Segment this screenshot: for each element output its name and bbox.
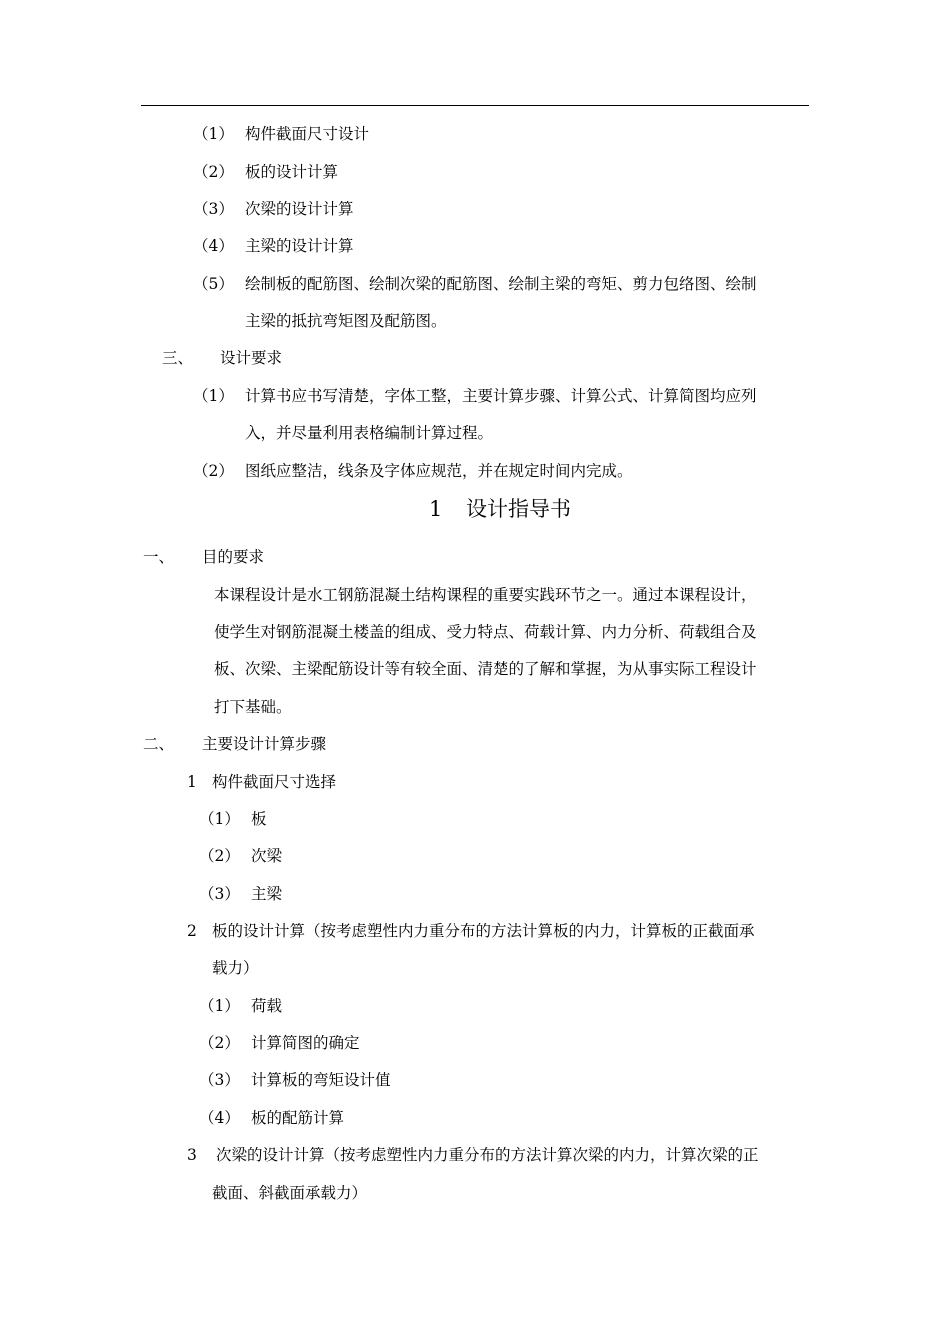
- step-text: 次梁的设计计算（按考虑塑性内力重分布的方法计算次梁的内力，计算次梁的正: [216, 1146, 759, 1164]
- step-text: 板的设计计算（按考虑塑性内力重分布的方法计算板的内力，计算板的正截面承: [212, 922, 755, 940]
- list-number: （2）: [199, 1034, 240, 1052]
- step-number: 1: [187, 773, 197, 791]
- chapter-title: 设计指导书: [466, 497, 571, 521]
- list-item-continuation: 入，并尽量利用表格编制计算过程。: [245, 424, 494, 442]
- list-number: （1）: [193, 387, 234, 405]
- section-number: 二、: [143, 735, 175, 753]
- list-number: （1）: [199, 997, 240, 1015]
- list-item-text: 次梁: [251, 847, 283, 865]
- list-item-text: 荷载: [251, 997, 283, 1015]
- list-item-text: 图纸应整洁，线条及字体应规范，并在规定时间内完成。: [245, 462, 633, 480]
- list-item-text: 计算书应书写清楚，字体工整，主要计算步骤、计算公式、计算简图均应列: [245, 387, 757, 405]
- paragraph-line: 板、次梁、主梁配筋设计等有较全面、清楚的了解和掌握，为从事实际工程设计: [214, 660, 757, 678]
- header-rule: [141, 105, 809, 106]
- step-number: 2: [187, 922, 197, 940]
- list-item-text: 绘制板的配筋图、绘制次梁的配筋图、绘制主梁的弯矩、剪力包络图、绘制: [245, 275, 757, 293]
- list-item-text: 计算板的弯矩设计值: [251, 1071, 391, 1089]
- list-item-text: 计算简图的确定: [251, 1034, 360, 1052]
- paragraph-line: 打下基础。: [214, 698, 292, 716]
- list-number: （2）: [193, 163, 234, 181]
- list-item-text: 板的设计计算: [245, 163, 339, 181]
- list-number: （1）: [193, 125, 234, 143]
- section-title: 主要设计计算步骤: [202, 735, 327, 753]
- list-number: （5）: [193, 275, 234, 293]
- list-item-continuation: 主梁的抵抗弯矩图及配筋图。: [245, 312, 447, 330]
- section-title: 设计要求: [220, 349, 283, 367]
- list-number: （3）: [193, 200, 234, 218]
- list-number: （2）: [199, 847, 240, 865]
- chapter-number: 1: [429, 497, 443, 521]
- step-continuation: 载力）: [212, 959, 259, 977]
- list-number: （2）: [193, 462, 234, 480]
- list-item-text: 板: [251, 810, 267, 828]
- list-number: （3）: [199, 1071, 240, 1089]
- list-number: （1）: [199, 810, 240, 828]
- step-number: 3: [187, 1146, 197, 1164]
- paragraph-line: 本课程设计是水工钢筋混凝土结构课程的重要实践环节之一。通过本课程设计，: [214, 586, 757, 604]
- list-number: （3）: [199, 885, 240, 903]
- section-number: 三、: [162, 349, 194, 367]
- paragraph-line: 使学生对钢筋混凝土楼盖的组成、受力特点、荷载计算、内力分析、荷载组合及: [214, 623, 757, 641]
- list-item-text: 板的配筋计算: [251, 1109, 345, 1127]
- section-number: 一、: [143, 548, 175, 566]
- list-item-text: 构件截面尺寸设计: [245, 125, 370, 143]
- list-item-text: 主梁的设计计算: [245, 237, 354, 255]
- list-number: （4）: [193, 237, 234, 255]
- list-item-text: 次梁的设计计算: [245, 200, 354, 218]
- section-title: 目的要求: [202, 548, 265, 566]
- list-number: （4）: [199, 1109, 240, 1127]
- step-continuation: 截面、斜截面承载力）: [212, 1184, 368, 1202]
- step-text: 构件截面尺寸选择: [212, 773, 337, 791]
- list-item-text: 主梁: [251, 885, 283, 903]
